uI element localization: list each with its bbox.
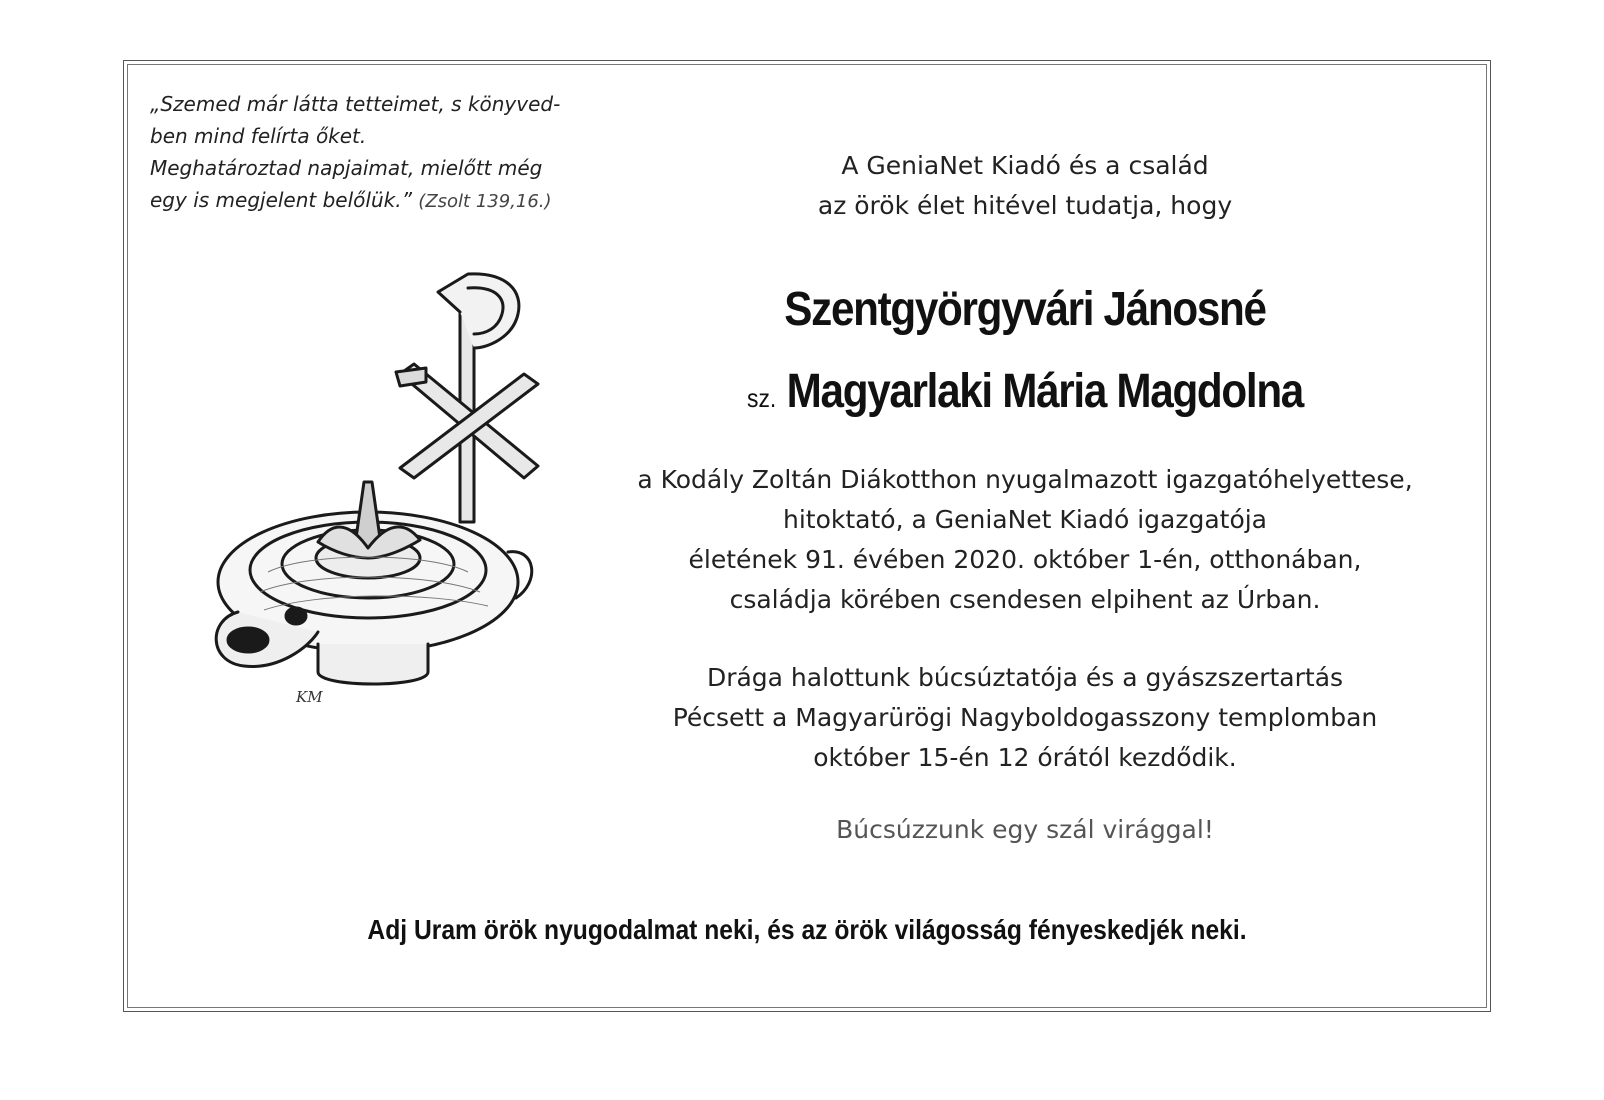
quote-line: „Szemed már látta tetteimet, s könyved- xyxy=(150,92,561,116)
funeral-line: október 15-én 12 órától kezdődik. xyxy=(813,743,1237,772)
oil-lamp-with-chi-rho-icon xyxy=(168,252,578,782)
closing-prayer: Adj Uram örök nyugodalmat neki, és az örök világosság fényeskedjék neki. xyxy=(367,914,1247,945)
intro-line: az örök élet hitével tudatja, hogy xyxy=(817,191,1233,220)
artist-signature: KM xyxy=(296,688,323,706)
announcement-line: családja körében csendesen elpihent az Úrban. xyxy=(729,585,1321,614)
intro-text xyxy=(560,146,1490,226)
funeral-line: Drága halottunk búcsúztatója és a gyászszertartás xyxy=(706,663,1344,692)
quote-last-line xyxy=(150,184,590,218)
funeral-line: Pécsett a Magyarürögi Nagyboldogasszony templomban xyxy=(672,703,1378,732)
bible-quote xyxy=(150,88,590,218)
quote-reference: (Zsolt 139,16.) xyxy=(418,191,552,212)
maiden-prefix: sz. xyxy=(747,383,777,413)
quote-line: Meghatároztad napjaimat, mielőtt még xyxy=(150,156,543,180)
deceased-married-name: Szentgyörgyvári Jánosné xyxy=(784,283,1266,336)
announcement-line: életének 91. évében 2020. október 1-én, otthonában, xyxy=(688,545,1362,574)
announcement-line: a Kodály Zoltán Diákotthon nyugalmazott igazgatóhelyettese, xyxy=(637,465,1413,494)
quote-line: ben mind felírta őket. xyxy=(150,124,367,148)
announcement-line: hitoktató, a GeniaNet Kiadó igazgatója xyxy=(782,505,1268,534)
flower-note: Búcsúzzunk egy szál virággal! xyxy=(836,815,1214,844)
deceased-maiden-name: Magyarlaki Mária Magdolna xyxy=(786,365,1303,418)
deceased-maiden-name-line xyxy=(616,362,1434,428)
quote-line: egy is megjelent belőlük.” xyxy=(150,188,412,212)
announcement-text xyxy=(560,460,1490,620)
funeral-details xyxy=(560,658,1490,778)
intro-line: A GeniaNet Kiadó és a család xyxy=(841,151,1209,180)
